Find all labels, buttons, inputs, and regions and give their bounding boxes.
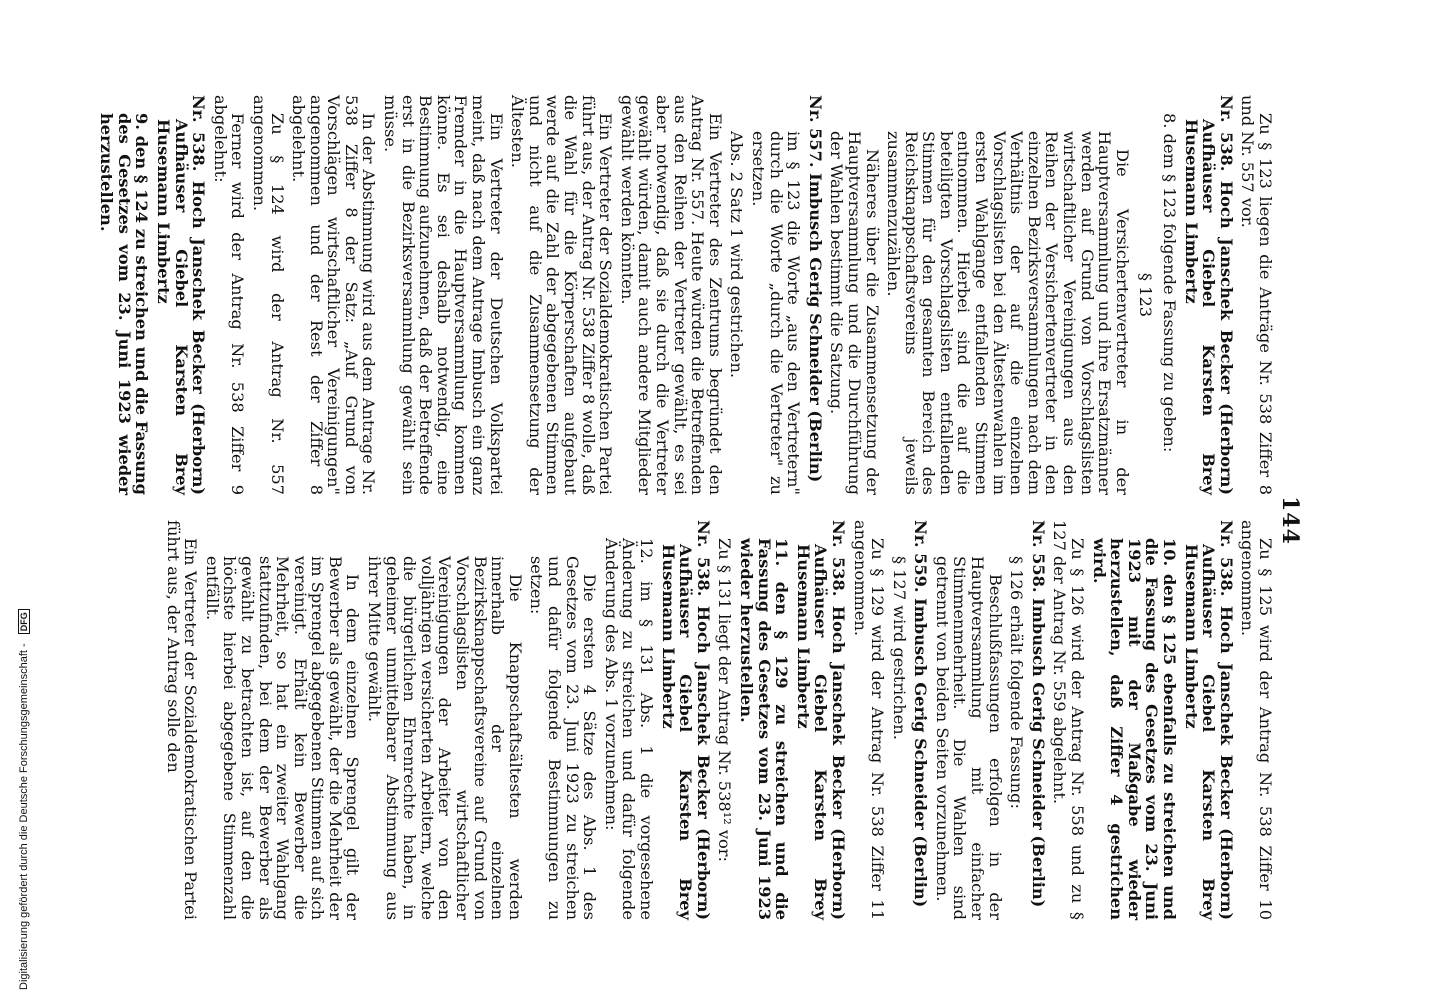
motion-signatories: Nr. 538. Hoch Janschek Becker (Herborn) Aufhäuser Giebel Karsten Brey Husemann Limbertz xyxy=(658,520,713,920)
paragraph: Ein Vertreter der Deutschen Volkspartei meint, daß nach dem Antrage Imbusch ein ganz Fremder in die Hauptversammlung kommen könne. Es sei deshalb notwendig, eine Bestimmung aufzunehmen, daß der Betreffende erst in die Bezirksversammlung gewählt sein müsse. xyxy=(381,95,506,495)
motion-signatories: Nr. 559. Imbusch Gerig Schneider (Berlin) xyxy=(911,520,931,908)
dfg-logo: DFG xyxy=(18,609,30,634)
paragraph: Ein Vertreter der Sozialdemokratischen Partei führt aus, der Antrag Nr. 538 Ziffer 8 wolle, daß die Wahl für die Körperschaften aufgebaut werde auf die Zahl der abgegebenen Stimmen und nicht auf die Zusammensetzung der Ältesten. xyxy=(508,95,616,495)
paragraph: 9. den § 124 zu streichen und die Fassung des Gesetzes vom 23. Juni 1923 wieder herzustellen. xyxy=(97,113,152,495)
right-column xyxy=(160,520,1274,920)
paragraph: Zu § 129 wird der Antrag Nr. 538 Ziffer 11 angenommen. xyxy=(850,520,888,920)
digitization-credit-strip xyxy=(0,0,30,1000)
paragraph: 10. den § 125 ebenfalls zu streichen und die Fassung des Gesetzes vom 23. Juni 1923 mit der Maßgabe wieder herzustellen, daß Ziffer 4 gestrichen wird. xyxy=(1089,538,1180,920)
digitization-credit xyxy=(18,609,30,990)
paragraph: Zu § 125 wird der Antrag Nr. 538 Ziffer 10 angenommen. xyxy=(1238,520,1275,920)
motion-signatories: Nr. 538. Hoch Janschek Becker (Herborn) Aufhäuser Giebel Karsten Brey Husemann Limbertz xyxy=(1181,95,1236,495)
paragraph: Die ersten 4 Sätze des Abs. 1 des Gesetzes vom 23. Juni 1923 zu streichen und dafür folgende Bestimmungen zu setzen: xyxy=(527,556,600,920)
paragraph: Die Versichertenvertreter in der Hauptversammlung und ihre Ersatzmänner werden auf Grund von Vorschlagslisten wirtschaftlicher Vereinigungen aus den Reihen der Versichertenvertreter in den einzelnen Bezirksversammlungen nach dem Verhältnis der auf die einzelnen Vorschlagslisten bei den Ältestenwahlen im ersten Wahlgange entfallenden Stimmen entnommen. Hierbei sind die auf die beteiligten Vorschlagslisten entfallenden Stimmen für den gesamten Bereich des Reichsknappschaftsvereins jeweils zusammenzuzählen. xyxy=(884,131,1132,495)
paragraph: im § 123 die Worte „aus den Vertretern" durch die Worte „durch die Vertreter" zu ersetzen. xyxy=(748,131,804,495)
paragraph: Zu § 123 liegen die Anträge Nr. 538 Ziffer 8 und Nr. 557 vor. xyxy=(1238,95,1275,495)
paragraph: Ein Vertreter der Sozialdemokratischen Partei führt aus, der Antrag solle den xyxy=(163,520,201,920)
paragraph: In der Abstimmung wird aus dem Antrage Nr. 538 Ziffer 8 der Satz: „Auf Grund von Vorschlägen wirtschaftlicher Vereinigungen" angenommen und der Rest der Ziffer 8 abgelehnt. xyxy=(289,95,379,495)
credit-text: Digitalisierung gefördert durch die Deutsche Forschungsgemeinschaft - xyxy=(18,643,30,990)
paragraph: § 127 wird gestrichen. xyxy=(889,556,909,740)
motion-signatories: Nr. 538. Hoch Janschek Becker (Herborn) Aufhäuser Giebel Karsten Brey Husemann Limbertz xyxy=(153,95,209,495)
paragraph: Abs. 2 Satz 1 wird gestrichen. xyxy=(727,131,747,379)
paragraph: 12. im § 131 Abs. 1 die vorgesehene Änderung zu streichen und dafür folgende Änderung des Abs. 1 vorzunehmen: xyxy=(601,538,656,920)
page-number: 144 xyxy=(1277,496,1303,545)
paragraph: Ein Vertreter des Zentrums begründet den Antrag Nr. 557. Heute würden die Betreffenden aus den Reihen der Vertreter gewählt, es sei aber notwendig, daß sie durch die Vertreter gewählt würden, damit auch andere Mitglieder gewählt werden könnten. xyxy=(617,95,725,495)
paragraph: 11. den § 129 zu streichen und die Fassung des Gesetzes vom 23. Juni 1923 wieder herzustellen. xyxy=(736,538,792,920)
motion-signatories: Nr. 557. Imbusch Gerig Schneider (Berlin) xyxy=(805,95,825,483)
paragraph: In dem einzelnen Sprengel gilt der Bewerber als gewählt, der die Mehrheit der im Sprengel abgegebenen Stimmen auf sich vereinigt. Erhält kein Bewerber die Mehrheit, so hat ein zweiter Wahlgang stattzufinden, bei dem der Bewerber als gewählt zu betrachten ist, auf den die höchste hierbei abgegebene Stimmenzahl entfällt. xyxy=(202,556,363,920)
motion-signatories: Nr. 538. Hoch Janschek Becker (Herborn) Aufhäuser Giebel Karsten Brey Husemann Limbertz xyxy=(1181,520,1236,920)
paragraph: § 126 erhält folgende Fassung: xyxy=(1007,556,1027,809)
motion-signatories: Nr. 538. Hoch Janschek Becker (Herborn) Aufhäuser Giebel Karsten Brey Husemann Limbertz xyxy=(793,520,848,920)
motion-signatories: Nr. 558. Imbusch Gerig Schneider (Berlin) xyxy=(1028,520,1048,908)
paragraph: Zu § 124 wird der Antrag Nr. 557 angenommen. xyxy=(249,95,287,495)
section-heading: § 123 xyxy=(1136,272,1156,318)
paragraph: Zu § 131 liegt der Antrag Nr. 538¹² vor: xyxy=(715,538,735,862)
paragraph: Beschlußfassungen erfolgen in der Hauptversammlung mit einfacher Stimmenmehrheit. Die Wahlen sind getrennt von beiden Seiten vorzunehmen. xyxy=(932,556,1005,920)
paragraph: Zu § 126 wird der Antrag Nr. 558 und zu § 127 der Antrag Nr. 559 abgelehnt. xyxy=(1050,520,1088,920)
left-column xyxy=(94,95,1274,495)
paragraph: Ferner wird der Antrag Nr. 538 Ziffer 9 abgelehnt: xyxy=(210,95,248,495)
paragraph: 8. dem § 123 folgende Fassung zu geben: xyxy=(1160,113,1180,453)
paragraph: Die Knappschaftsältesten werden innerhalb der einzelnen Bezirksknappschaftsvereine auf Grund von Vorschlagslisten wirtschaftlicher Vereinigungen der Arbeiter von den volljährigen versicherten Arbeitern, welche die bürgerlichen Ehrenrechte haben, in geheimer unmittelbarer Abstimmung aus ihrer Mitte gewählt. xyxy=(365,556,525,920)
paragraph: Näheres über die Zusammensetzung der Hauptversammlung und die Durchführung der Wahlen bestimmt die Satzung. xyxy=(827,131,882,495)
